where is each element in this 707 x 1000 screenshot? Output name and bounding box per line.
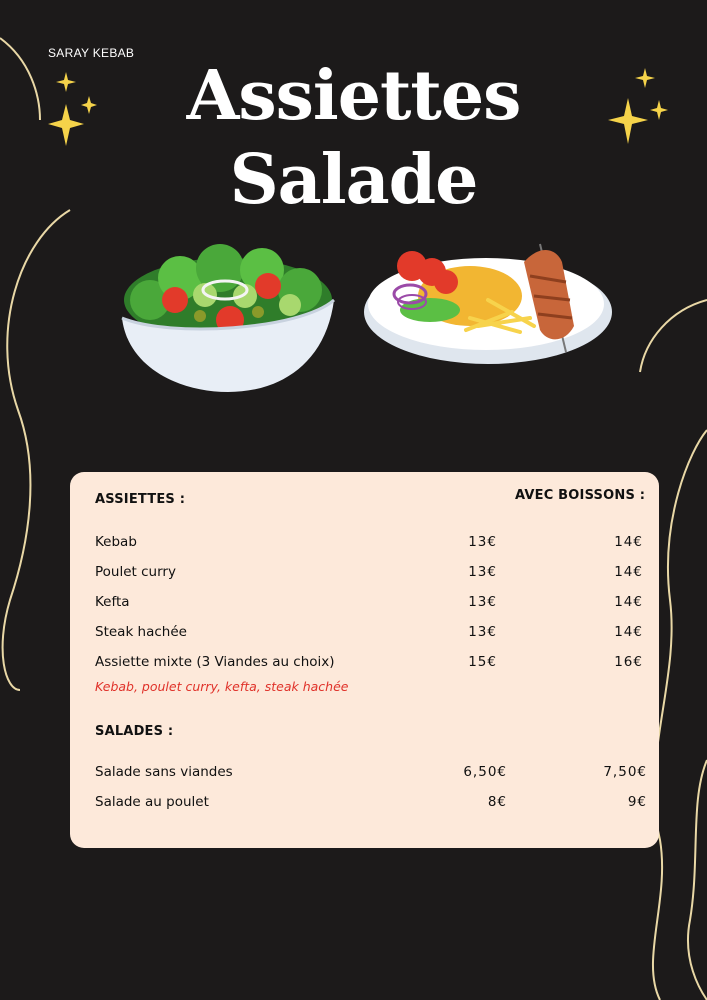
item-name: Salade au poulet	[95, 794, 209, 810]
item-price: 13€	[468, 564, 497, 580]
item-price-with-drink: 16€	[614, 654, 643, 670]
page-title-line2: Salade	[229, 140, 478, 220]
item-price-with-drink: 9€	[627, 794, 647, 810]
brand-name: SARAY KEBAB	[48, 46, 135, 60]
page-title-line1: Assiettes	[186, 56, 521, 136]
item-price: 6,50€	[463, 764, 507, 780]
item-name: Kebab	[95, 534, 137, 550]
item-price: 8€	[487, 794, 507, 810]
item-price-with-drink: 14€	[614, 624, 643, 640]
item-name: Steak hachée	[95, 624, 187, 640]
item-name: Assiette mixte (3 Viandes au choix)	[95, 654, 335, 670]
item-price: 13€	[468, 594, 497, 610]
item-price: 13€	[468, 534, 497, 550]
column-header-avec-boissons: AVEC BOISSONS :	[515, 488, 646, 503]
item-price-with-drink: 7,50€	[603, 764, 647, 780]
menu-card	[70, 472, 659, 848]
section-header-salades: SALADES :	[95, 724, 174, 739]
mixte-note: Kebab, poulet curry, kefta, steak hachée	[95, 679, 349, 694]
item-name: Salade sans viandes	[95, 764, 233, 780]
item-price-with-drink: 14€	[614, 594, 643, 610]
section-header-assiettes: ASSIETTES :	[95, 492, 186, 507]
item-price-with-drink: 14€	[614, 534, 643, 550]
item-price-with-drink: 14€	[614, 564, 643, 580]
item-price: 15€	[468, 654, 497, 670]
item-name: Poulet curry	[95, 564, 176, 580]
item-name: Kefta	[95, 594, 130, 610]
item-price: 13€	[468, 624, 497, 640]
